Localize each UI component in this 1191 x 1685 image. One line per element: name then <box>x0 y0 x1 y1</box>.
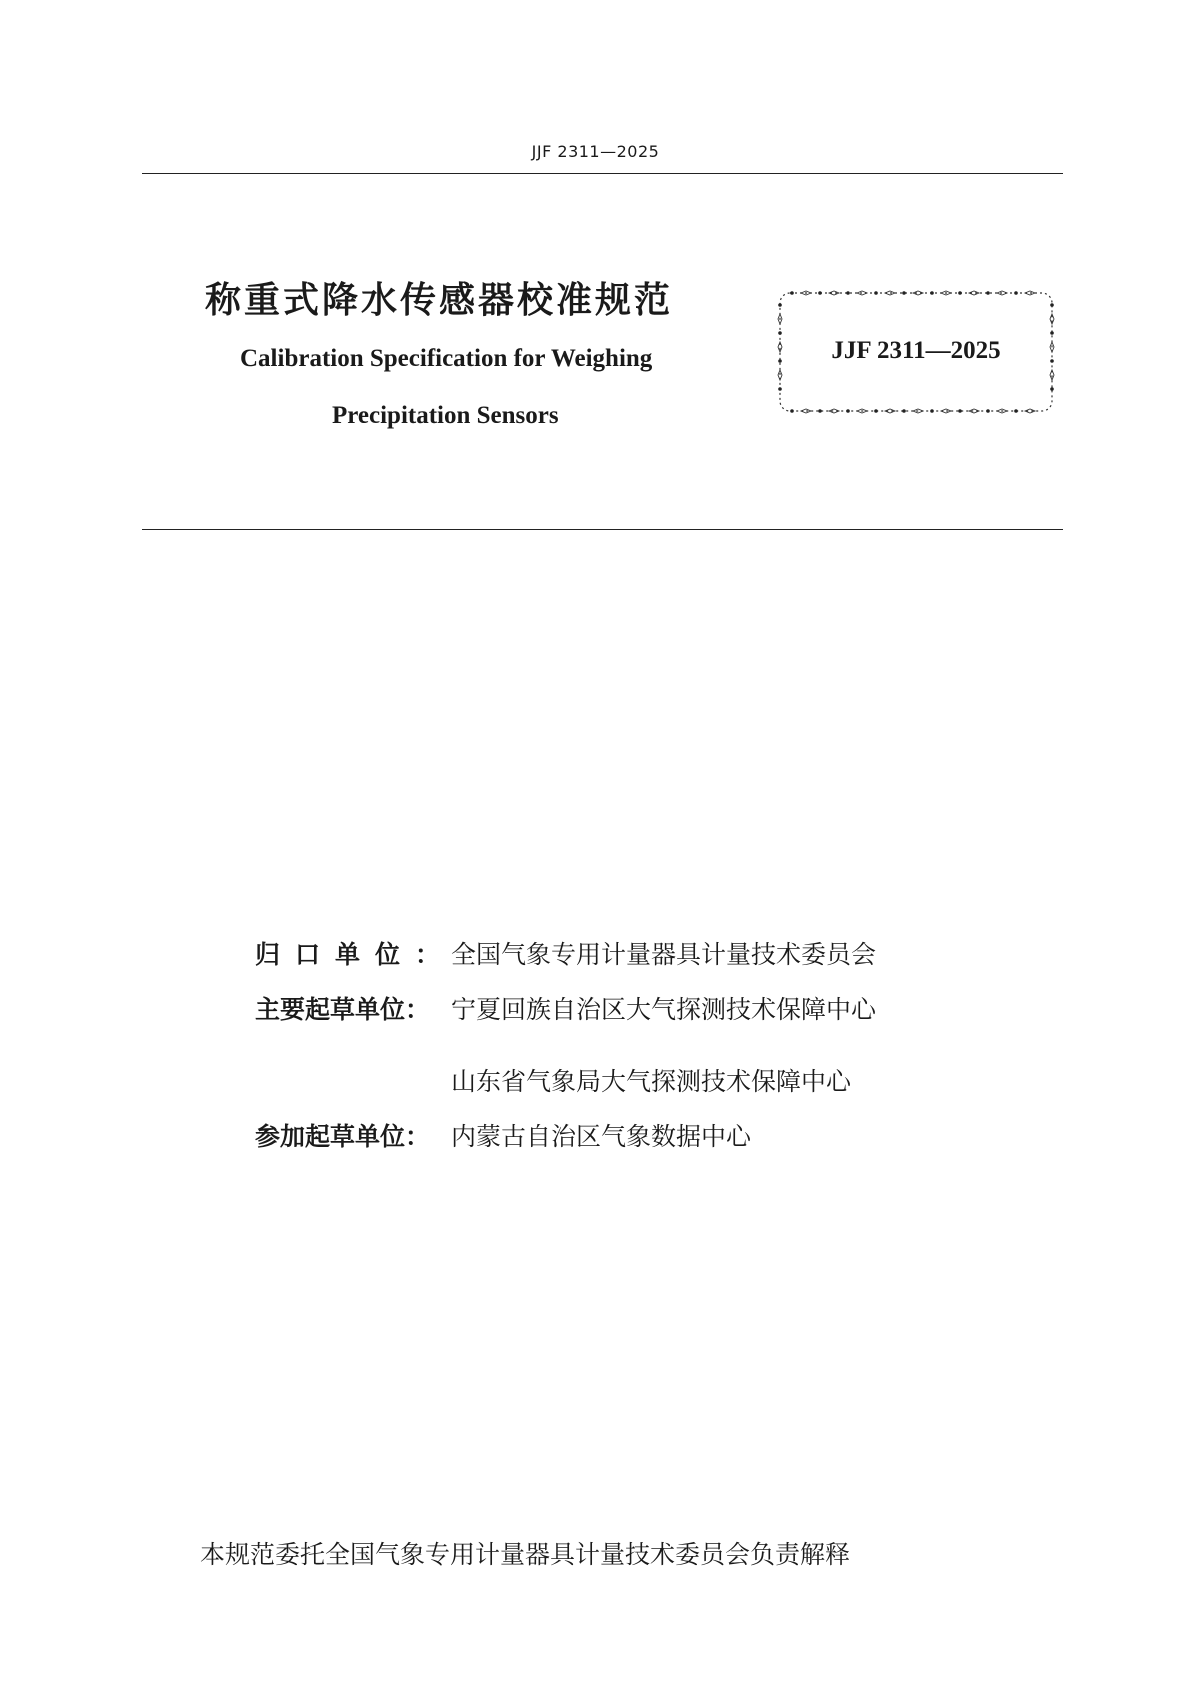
main-drafting-unit-label: 主要起草单位： <box>255 995 431 1024</box>
standard-code-box <box>776 289 1056 415</box>
title-chinese: 称重式降水传感器校准规范 <box>205 280 674 321</box>
responsible-unit-label: 归口单位： <box>255 940 456 969</box>
responsible-unit-value: 全国气象专用计量器具计量技术委员会 <box>451 940 877 969</box>
main-drafting-unit-row-2 <box>255 1062 851 1098</box>
standard-code: JJF 2311—2025 <box>831 337 1001 364</box>
interpretation-note: 本规范委托全国气象专用计量器具计量技术委员会负责解释 <box>200 1540 851 1569</box>
main-drafting-unit-value-2: 山东省气象局大气探测技术保障中心 <box>451 1067 852 1096</box>
responsible-unit-row <box>255 935 876 971</box>
main-drafting-unit-value-1: 宁夏回族自治区大气探测技术保障中心 <box>451 995 877 1024</box>
running-header-code: JJF 2311—2025 <box>531 142 660 161</box>
main-drafting-unit-row <box>255 990 876 1026</box>
title-english-line2: Precipitation Sensors <box>332 402 559 429</box>
participating-unit-row <box>255 1117 751 1153</box>
header-rule <box>142 173 1063 174</box>
title-english-line1: Calibration Specification for Weighing <box>240 345 653 372</box>
participating-unit-value: 内蒙古自治区气象数据中心 <box>451 1122 752 1151</box>
label-spacer <box>255 1062 451 1098</box>
participating-unit-label: 参加起草单位： <box>255 1122 431 1151</box>
title-bottom-rule <box>142 529 1063 530</box>
